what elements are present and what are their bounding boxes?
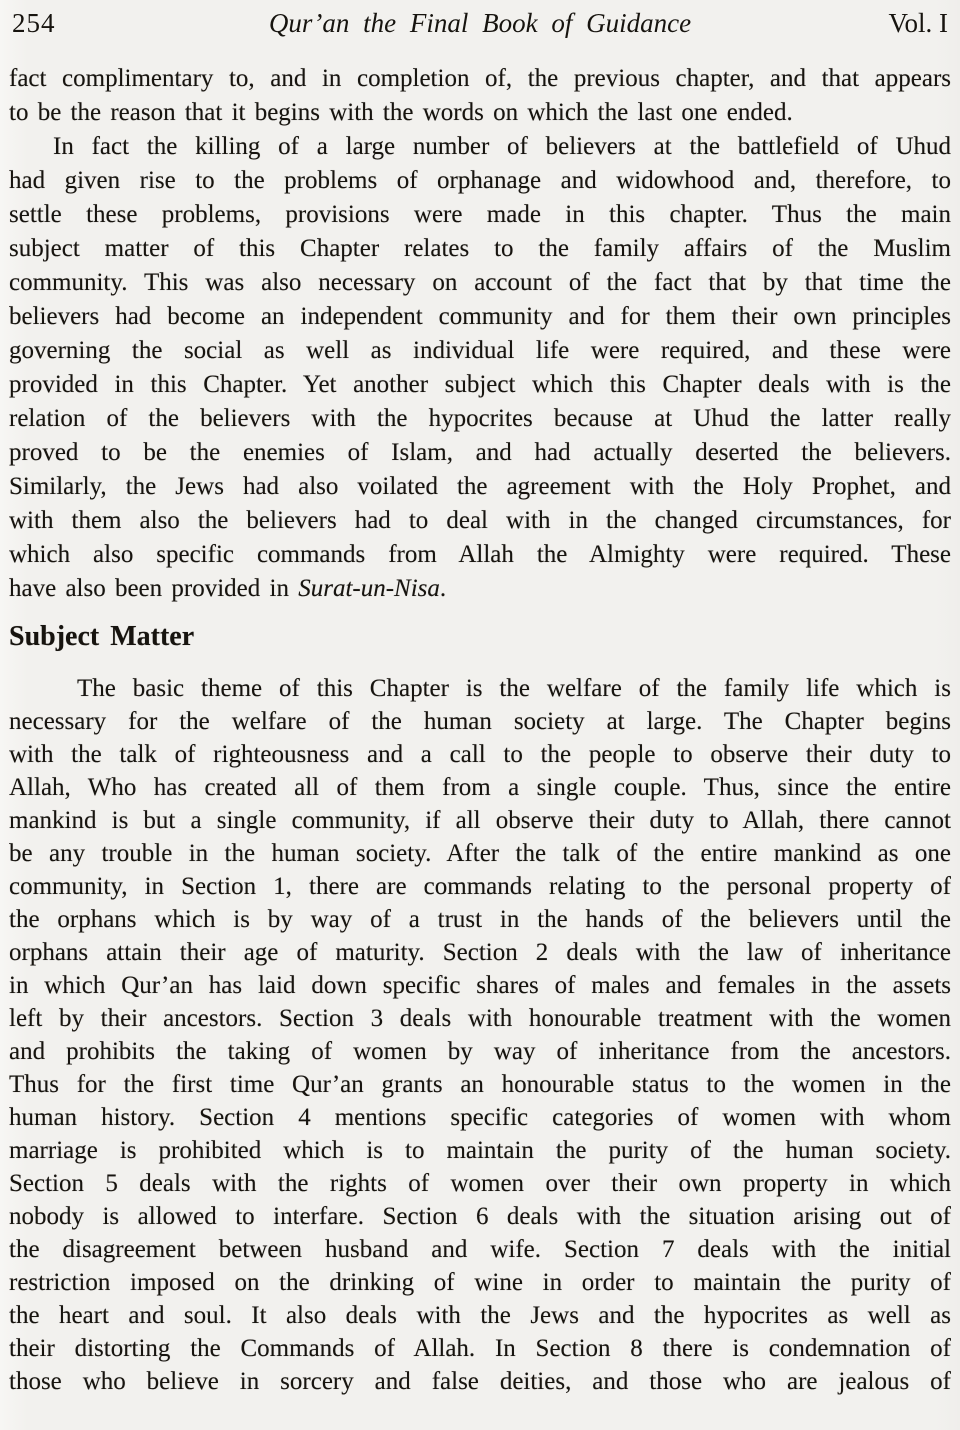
text-line: necessary for the welfare of the human society at large. The Chapter begins (9, 708, 951, 735)
text-line: had given rise to the problems of orphanage and widowhood and, therefore, to (9, 167, 951, 194)
text-line: settle these problems, provisions were made in this chapter. Thus the main (9, 201, 951, 228)
text-line: which also specific commands from Allah the Almighty were required. These (9, 541, 951, 568)
paragraph (9, 672, 951, 1398)
text-line: Allah, Who has created all of them from a single couple. Thus, since the entire (9, 774, 951, 801)
text-line: have also been provided in Surat-un-Nisa. (9, 575, 447, 602)
text-line: mankind is but a single community, if all observe their duty to Allah, there cannot (9, 807, 951, 834)
text-line: left by their ancestors. Section 3 deals with honourable treatment with the women (9, 1005, 951, 1032)
text-line: believers had become an independent community and for them their own principles (9, 303, 951, 330)
text-line: to be the reason that it begins with the words on which the last one ended. (9, 99, 793, 126)
text-line: those who believe in sorcery and false deities, and those who are jealous of (9, 1368, 951, 1395)
text-line: with them also the believers had to deal with in the changed circumstances, for (9, 507, 951, 534)
section-heading: Subject Matter (9, 621, 195, 652)
text-line: relation of the believers with the hypocrites because at Uhud the latter really (9, 405, 951, 432)
text-line: marriage is prohibited which is to maintain the purity of the human society. (9, 1137, 951, 1164)
text-line: governing the social as well as individual life were required, and these were (9, 337, 951, 364)
text-line: the orphans which is by way of a trust in the hands of the believers until the (9, 906, 951, 933)
text-line: nobody is allowed to interfare. Section 6 deals with the situation arising out of (9, 1203, 951, 1230)
text-line: In fact the killing of a large number of believers at the battlefield of Uhud (53, 133, 951, 160)
text-line: be any trouble in the human society. After the talk of the entire mankind as one (9, 840, 951, 867)
text-line: community. This was also necessary on account of the fact that by that time the (9, 269, 951, 296)
text-line: subject matter of this Chapter relates to the family affairs of the Muslim (9, 235, 951, 262)
text-line: restriction imposed on the drinking of wine in order to maintain the purity of (9, 1269, 951, 1296)
running-title: Qur’an the Final Book of Guidance (268, 8, 692, 38)
text-line: and prohibits the taking of women by way of inheritance from the ancestors. (9, 1038, 951, 1065)
paragraph (9, 62, 951, 130)
text-line: in which Qur’an has laid down specific shares of males and females in the assets (9, 972, 951, 999)
text-line: proved to be the enemies of Islam, and had actually deserted the believers. (9, 439, 951, 466)
page-header (0, 0, 960, 40)
text-line: fact complimentary to, and in completion of, the previous chapter, and that appears (9, 65, 951, 92)
text-line: orphans attain their age of maturity. Section 2 deals with the law of inheritance (9, 939, 951, 966)
text-line: Section 5 deals with the rights of women over their own property in which (9, 1170, 951, 1197)
page-number: 254 (12, 8, 56, 38)
text-line: human history. Section 4 mentions specific categories of women with whom (9, 1104, 951, 1131)
text-line: their distorting the Commands of Allah. In Section 8 there is condemnation of (9, 1335, 951, 1362)
text-line: Similarly, the Jews had also voilated the agreement with the Holy Prophet, and (9, 473, 951, 500)
page-body (0, 62, 960, 1398)
text-line: the disagreement between husband and wife. Section 7 deals with the initial (9, 1236, 951, 1263)
text-line: Thus for the first time Qur’an grants an honourable status to the women in the (9, 1071, 951, 1098)
text-line: The basic theme of this Chapter is the welfare of the family life which is (77, 675, 951, 702)
text-line: with the talk of righteousness and a call to the people to observe their duty to (9, 741, 951, 768)
paragraph (9, 130, 951, 606)
text-line: the heart and soul. It also deals with the Jews and the hypocrites as well as (9, 1302, 951, 1329)
volume-label: Vol. I (888, 8, 948, 38)
text-line: provided in this Chapter. Yet another subject which this Chapter deals with is the (9, 371, 951, 398)
text-line: community, in Section 1, there are commands relating to the personal property of (9, 873, 951, 900)
